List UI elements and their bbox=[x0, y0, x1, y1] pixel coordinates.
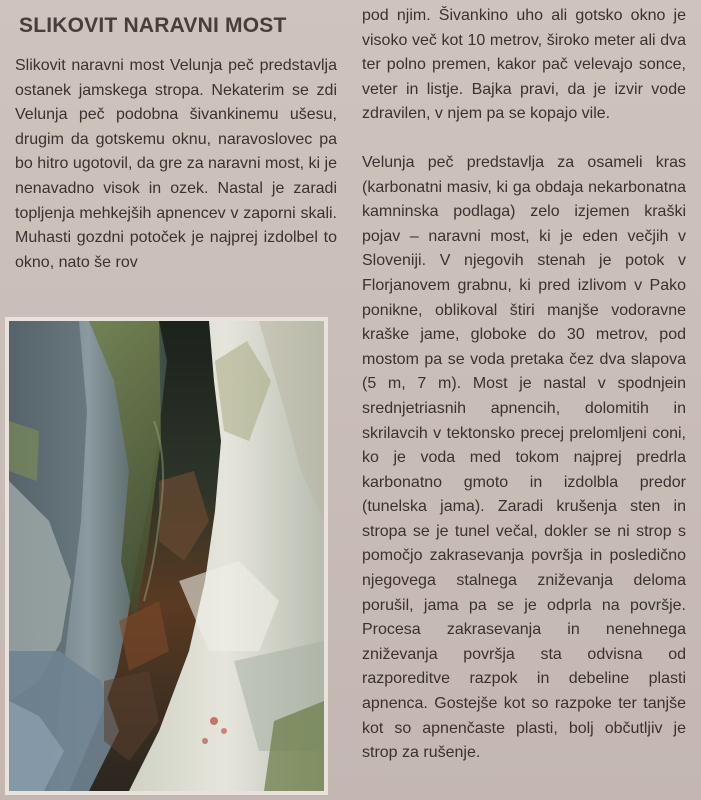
left-column bbox=[15, 54, 337, 275]
gorge-photo bbox=[9, 321, 324, 791]
photo-frame bbox=[5, 317, 328, 795]
gorge-photo-illustration bbox=[9, 321, 324, 791]
left-paragraph: Slikovit naravni most Velunja peč predstavlja ostanek jamskega stropa. Nekaterim se zdi Velunja peč podobna šivankinemu ušesu, drugim da gotskemu oknu, naravoslovec pa bo hitro ugotovil, da gre za naravni most, ki je nenavadno visok in ozek. Nastal je zaradi topljenja mehkejših apnencev v zaporni skali. Muhasti gozdni potoček je najprej izdolbel to okno, nato še rov bbox=[15, 57, 337, 271]
right-paragraph-2: Velunja peč predstavlja za osameli kras (karbonatni masiv, ki ga obdaja nekarbonatna kamninska podlaga) zelo izjemen kraški pojav – naravni most, ki je eden večjih v Sloveniji. V njegovih stenah je potok v Florjanovem grabnu, ki pred izlivom v Pako ponikne, oblikoval štiri manjše vodoravne kraške jame, globoke do 30 metrov, pod mostom pa se voda pretaka čez dva slapova (5 m, 7 m). Most je nastal v spodnjein srednjetriasnih apnencih, dolomitih in skrilavcih v tektonsko precej prelomljeni coni, ko je voda med tokom najprej predrla karbonatno gmoto in izdolbla predor (tunelska jama). Zaradi krušenja sten in stropa se je tunel večal, dokler se ni strop s pomočjo zakrasevanja površja in posledično njegovega stalnega zniževanja deloma porušil, jama pa se je odprla na površje. Procesa zakrasevanja in nenehnega zniževanja površja sta odvisna od razporeditve razpok in debeline plasti apnenca. Gostejše kot so razpoke ter tanjše kot so apnenčaste plasti, bolj občutljiv je strop za rušenje. bbox=[362, 153, 686, 762]
panel-title: SLIKOVIT NARAVNI MOST bbox=[19, 14, 287, 37]
right-column bbox=[362, 4, 686, 766]
right-paragraph-1: pod njim. Šivankino uho ali gotsko okno je visoko več kot 10 metrov, široko meter ali dva ter polno premen, kakor pač velevajo sonce, veter in listje. Bajka pravi, da je izvir vode zdravilen, v njem pa se kopajo vile. bbox=[362, 7, 686, 123]
